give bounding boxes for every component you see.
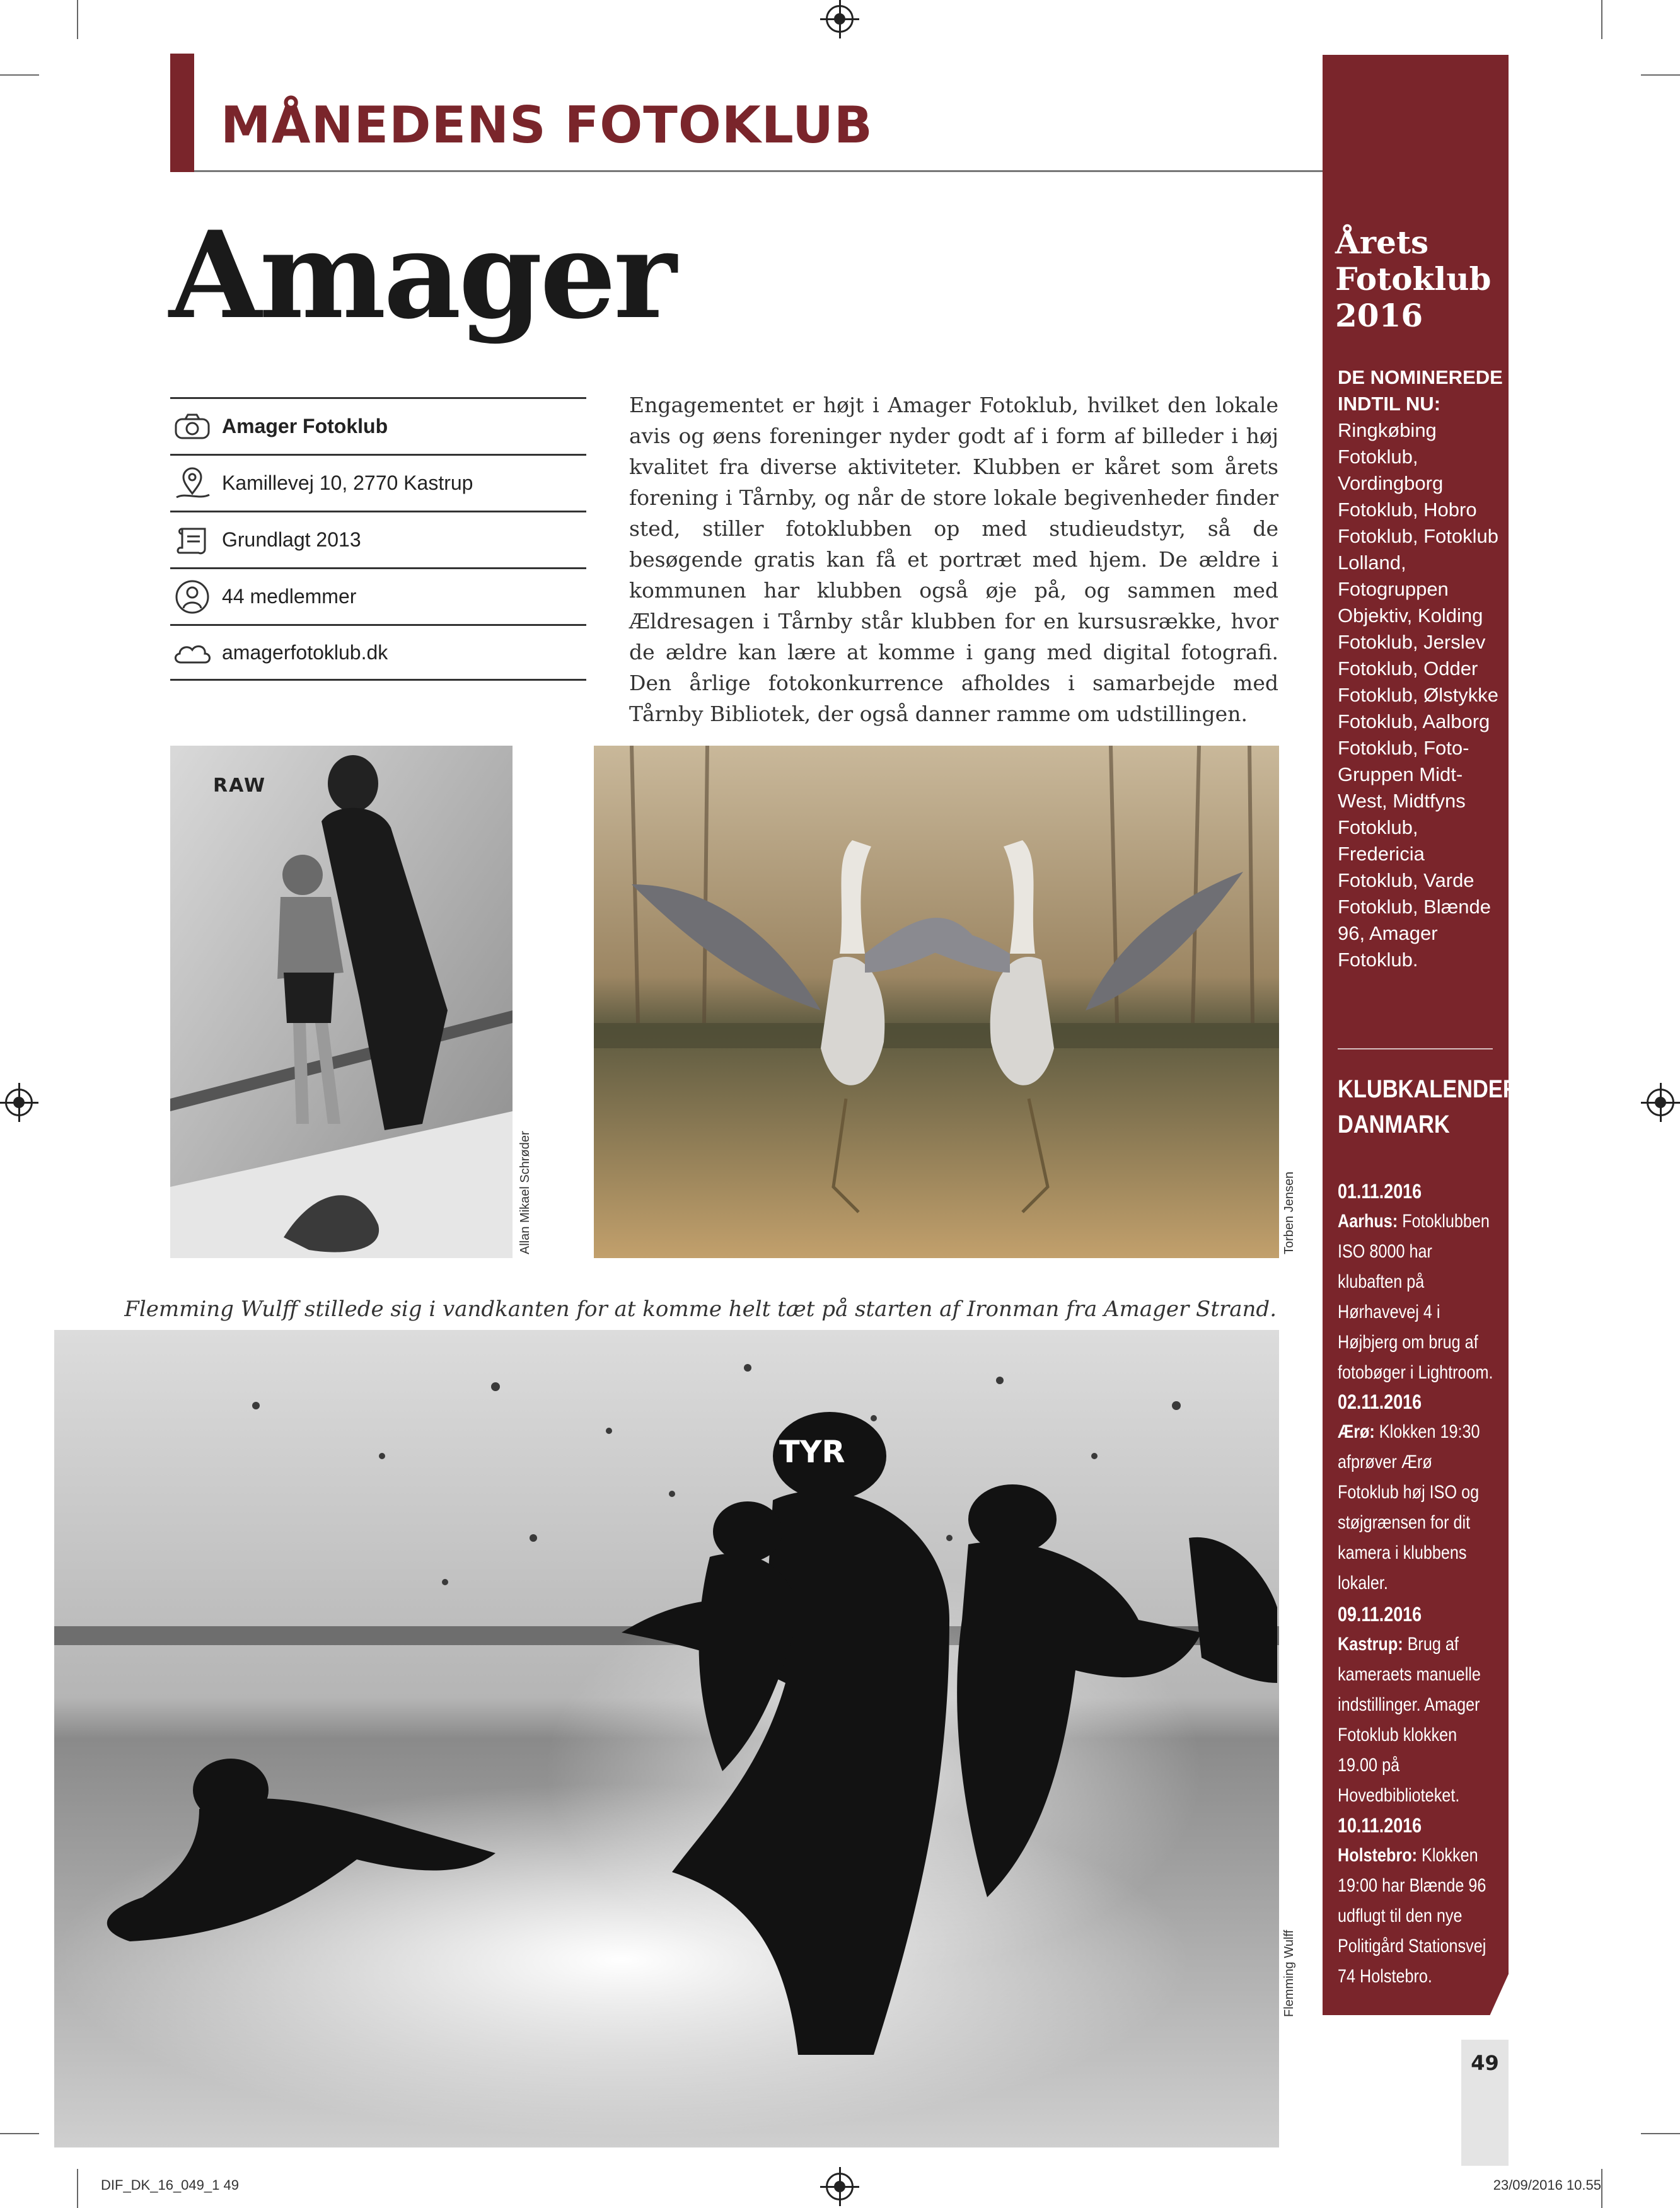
raw-sign: RAW xyxy=(213,775,267,797)
page-number: 49 xyxy=(1471,2051,1499,2075)
calendar-event xyxy=(1338,1387,1497,1598)
info-row-website[interactable] xyxy=(170,624,586,681)
info-text: Kamillevej 10, 2770 Kastrup xyxy=(222,471,473,494)
event-place: Aarhus: xyxy=(1338,1211,1398,1232)
photo-street-scene xyxy=(170,746,513,1258)
sidebar-divider xyxy=(1338,1048,1493,1049)
crop-mark xyxy=(0,2133,39,2134)
swim-cap-text: TYR xyxy=(779,1435,845,1470)
calendar-title-line: KLUBKALENDER xyxy=(1338,1075,1519,1103)
info-text: 44 medlemmer xyxy=(222,585,357,608)
photo-credit: Flemming Wulff xyxy=(1282,1929,1296,2017)
club-info-table xyxy=(170,397,586,681)
crop-mark xyxy=(1641,74,1680,76)
event-date: 01.11.2016 xyxy=(1338,1180,1422,1203)
sidebar-title-line: Årets xyxy=(1335,224,1429,261)
scroll-icon xyxy=(170,518,214,562)
location-pin-icon xyxy=(170,461,214,506)
event-place: Kastrup: xyxy=(1338,1634,1403,1655)
registration-mark-icon xyxy=(5,1089,33,1116)
photo-caption: Flemming Wulff stillede sig i vandkanten for at komme helt tæt på starten af Ironman fra Amager Strand. xyxy=(124,1297,1277,1322)
event-place: Ærø: xyxy=(1338,1421,1375,1442)
photo-herons xyxy=(594,746,1279,1258)
calendar-event xyxy=(1338,1176,1497,1388)
sidebar-title-line: Fotoklub xyxy=(1335,260,1492,298)
section-accent-bar xyxy=(170,54,194,172)
info-text: Grundlagt 2013 xyxy=(222,528,361,551)
person-icon xyxy=(170,575,214,619)
registration-mark-icon xyxy=(826,2173,854,2200)
event-text: Brug af kameraets manuelle indstillinger. Amager Fotoklub klokken 19.00 på Hovedbiblioteket. xyxy=(1338,1634,1481,1806)
slug-left: DIF_DK_16_049_1 49 xyxy=(101,2177,239,2193)
nominees-list xyxy=(1338,364,1503,973)
calendar-event xyxy=(1338,1810,1497,1992)
crop-mark xyxy=(1601,2169,1602,2208)
event-date: 09.11.2016 xyxy=(1338,1603,1422,1626)
info-text: Amager Fotoklub xyxy=(222,415,388,437)
event-place: Holstebro: xyxy=(1338,1845,1417,1866)
crop-mark xyxy=(77,2169,78,2208)
info-row-address xyxy=(170,454,586,511)
nominees-label: DE NOMINEREDE INDTIL NU: xyxy=(1338,366,1503,415)
calendar-title xyxy=(1338,1072,1519,1142)
info-row-name xyxy=(170,397,586,454)
crop-mark xyxy=(77,0,78,39)
camera-icon xyxy=(170,405,214,449)
sidebar-title xyxy=(1335,224,1492,334)
info-row-founded xyxy=(170,511,586,567)
calendar-event xyxy=(1338,1599,1497,1811)
cloud-icon xyxy=(170,630,214,674)
photo-credit: Allan Mikael Schrøder xyxy=(518,1131,532,1254)
event-text: Klokken 19:00 har Blænde 96 udflugt til den nye Politigård Stationsvej 74 Holstebro. xyxy=(1338,1845,1486,1987)
nominees-text: Ringkøbing Fotoklub, Vordingborg Fotoklub, Hobro Fotoklub, Fotoklub Lolland, Fotogruppen Objektiv, Kolding Fotoklub, Jerslev Fotoklub, Odder Fotoklub, Ølstykke Fotoklub, Aalborg Fotoklub, Foto-Gruppen Midt-West, Midtfyns Fotoklub, Fredericia Fotoklub, Varde Fotoklub, Blænde 96, Amager Fotoklub. xyxy=(1338,419,1499,971)
website-link[interactable]: amagerfotoklub.dk xyxy=(222,640,388,664)
registration-mark-icon xyxy=(1647,1089,1674,1116)
event-date: 02.11.2016 xyxy=(1338,1390,1422,1413)
slug-right: 23/09/2016 10.55 xyxy=(1493,2177,1601,2193)
header-rule xyxy=(194,170,1323,172)
section-title: MÅNEDENS FOTOKLUB xyxy=(221,96,873,154)
event-text: Klokken 19:30 afprøver Ærø Fotoklub høj ISO og støjgrænsen for dit kamera i klubbens lokaler. xyxy=(1338,1421,1480,1593)
photo-ironman-start xyxy=(54,1330,1279,2147)
info-row-members xyxy=(170,567,586,624)
article-body: Engagementet er højt i Amager Fotoklub, hvilket den lokale avis og øens foreninger nyder godt af i form af billeder i høj kvalitet fra diverse aktiviteter. Klubben er kåret som årets forening i Tårnby, og når de store lokale begivenheder finder sted, stiller fotoklubben op med studieudstyr, så de besøgende gratis kan få et portræt med hjem. De ældre i kommunen har klubben også øje på, og sammen med Ældresagen i Tårnby står klubben for en kursusrække, hvor de ældre kan lære at komme i gang med digital fotografi. Den årlige fotokonkurrence afholdes i samarbejde med Tårnby Bibliotek, der også danner ramme om udstillingen. xyxy=(629,393,1278,726)
registration-mark-icon xyxy=(826,5,854,33)
crop-mark xyxy=(1641,2133,1680,2134)
sidebar-title-line: 2016 xyxy=(1335,297,1423,334)
event-text: Fotoklubben ISO 8000 har klubaften på Hørhavevej 4 i Højbjerg om brug af fotobøger i Lightroom. xyxy=(1338,1211,1493,1383)
photo-credit: Torben Jensen xyxy=(1282,1171,1296,1254)
page-title: Amager xyxy=(169,205,675,345)
event-date: 10.11.2016 xyxy=(1338,1814,1422,1837)
crop-mark xyxy=(0,74,39,76)
calendar-title-line: DANMARK xyxy=(1338,1111,1450,1138)
crop-mark xyxy=(1601,0,1602,39)
